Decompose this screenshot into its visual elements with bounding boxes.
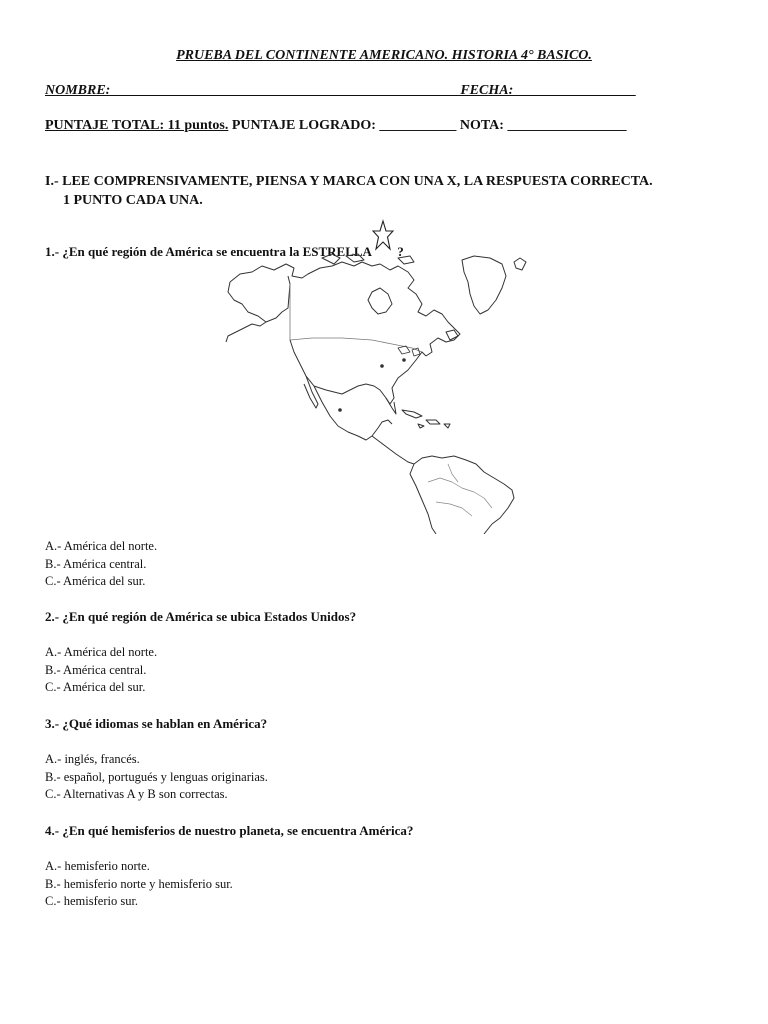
instruction-line-1: I.- LEE COMPRENSIVAMENTE, PIENSA Y MARCA CON UNA X, LA RESPUESTA CORRECTA.: [45, 174, 653, 189]
star-icon: [372, 218, 394, 254]
option-b: B.- hemisferio norte y hemisferio sur.: [45, 876, 233, 891]
option-a: A.- inglés, francés.: [45, 752, 140, 766]
option-c: C.- Alternativas A y B son correctas.: [45, 787, 228, 801]
option-c: C.- hemisferio sur.: [45, 894, 139, 908]
page-title: PRUEBA DEL CONTINENTE AMERICANO. HISTORIA 4° BASICO.: [176, 48, 592, 63]
question-4-options: [45, 858, 233, 911]
puntaje-line: [45, 118, 717, 134]
option-a: A.- América del norte.: [45, 539, 158, 553]
instruction: [45, 172, 725, 210]
option-c: C.- América del sur.: [45, 574, 146, 588]
puntaje-logrado-nota: PUNTAJE LOGRADO: ___________ NOTA: _________________: [228, 118, 627, 133]
question-3-text: 3.- ¿Qué idiomas se hablan en América?: [45, 716, 268, 731]
option-c: C.- América del sur.: [45, 680, 146, 694]
question-1-options: [45, 538, 157, 591]
option-a: A.- América del norte.: [45, 645, 158, 659]
option-b: B.- español, portugués y lenguas originarias.: [45, 769, 268, 784]
option-b: B.- América central.: [45, 556, 147, 571]
question-1-mark: ?: [393, 244, 404, 259]
question-2-text: 2.- ¿En qué región de América se ubica Estados Unidos?: [45, 609, 357, 624]
nombre-fecha-line: NOMBRE: _________________________________________________ FECHA: _________________: [45, 83, 636, 98]
question-1-text: 1.- ¿En qué región de América se encuentra la ESTRELLA: [45, 244, 372, 259]
americas-map: [222, 252, 547, 534]
puntaje-total: PUNTAJE TOTAL: 11 puntos.: [45, 118, 229, 133]
option-a: A.- hemisferio norte.: [45, 859, 150, 873]
question-2-options: [45, 644, 157, 697]
option-b: B.- América central.: [45, 662, 147, 677]
instruction-line-2: 1 PUNTO CADA UNA.: [63, 193, 203, 208]
question-3-options: [45, 751, 268, 804]
question-4-text: 4.- ¿En qué hemisferios de nuestro planeta, se encuentra América?: [45, 823, 414, 838]
